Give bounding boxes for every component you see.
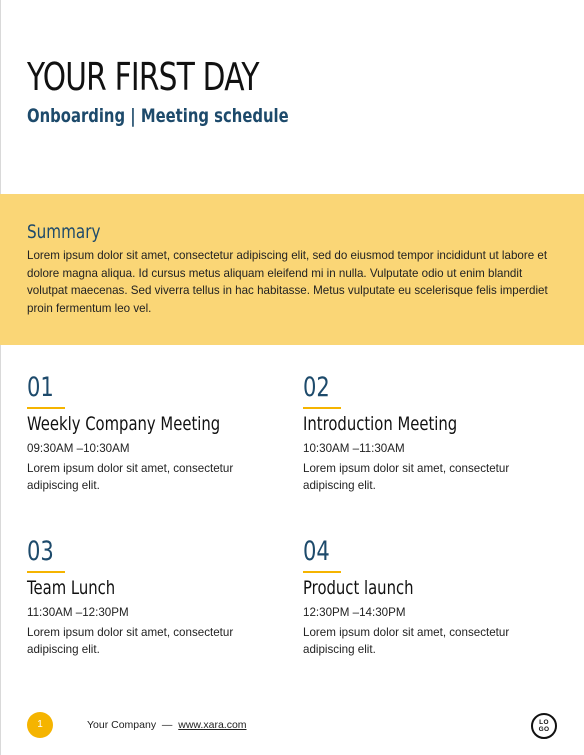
accent-rule	[27, 571, 65, 573]
page-subtitle: Onboarding | Meeting schedule	[27, 105, 289, 127]
schedule-item	[303, 536, 553, 658]
summary-body: Lorem ipsum dolor sit amet, consectetur adipiscing elit, sed do eiusmod tempor incididunt ut labore et dolore magna aliqua. Id cursus metus aliquam eleifend mi in nulla. Vulputate odio ut enim blandit volutpat maecenas. Sed viverra tellus in hac habitasse. Metus vulputate eu scelerisque felis imperdiet proin fermentum leo vel.	[27, 249, 548, 315]
schedule-item-number: 01	[27, 372, 54, 403]
schedule-item-title: Weekly Company Meeting	[27, 413, 221, 435]
footer-company: Your Company	[87, 719, 157, 731]
schedule-item-description: Lorem ipsum dolor sit amet, consectetur adipiscing elit.	[303, 626, 510, 656]
schedule-item-title: Introduction Meeting	[303, 413, 458, 435]
schedule-item-number: 03	[27, 536, 54, 567]
page-title: YOUR FIRST DAY	[27, 55, 259, 99]
schedule-item-time: 12:30PM –14:30PM	[303, 606, 406, 619]
summary-heading: Summary	[27, 221, 101, 243]
schedule-item	[27, 536, 277, 658]
page-edge	[0, 0, 1, 755]
page-number-badge: 1	[27, 712, 53, 738]
schedule-item-title: Product launch	[303, 577, 414, 599]
logo-text: LOGO	[538, 719, 550, 733]
schedule-item-time: 09:30AM –10:30AM	[27, 442, 130, 455]
schedule-item-number: 04	[303, 536, 330, 567]
footer-text	[87, 719, 247, 732]
schedule-item-description: Lorem ipsum dolor sit amet, consectetur adipiscing elit.	[27, 626, 234, 656]
schedule-item-time: 11:30AM –12:30PM	[27, 606, 129, 619]
schedule-item	[303, 372, 553, 494]
accent-rule	[303, 407, 341, 409]
footer-separator: —	[161, 719, 173, 731]
schedule-item-number: 02	[303, 372, 330, 403]
schedule-item-description: Lorem ipsum dolor sit amet, consectetur adipiscing elit.	[27, 462, 234, 492]
logo-icon	[531, 713, 557, 739]
accent-rule	[303, 571, 341, 573]
footer-website-link[interactable]: www.xara.com	[178, 719, 247, 731]
schedule-item-title: Team Lunch	[27, 577, 116, 599]
schedule-item	[27, 372, 277, 494]
schedule-item-time: 10:30AM –11:30AM	[303, 442, 405, 455]
accent-rule	[27, 407, 65, 409]
schedule-item-description: Lorem ipsum dolor sit amet, consectetur adipiscing elit.	[303, 462, 510, 492]
